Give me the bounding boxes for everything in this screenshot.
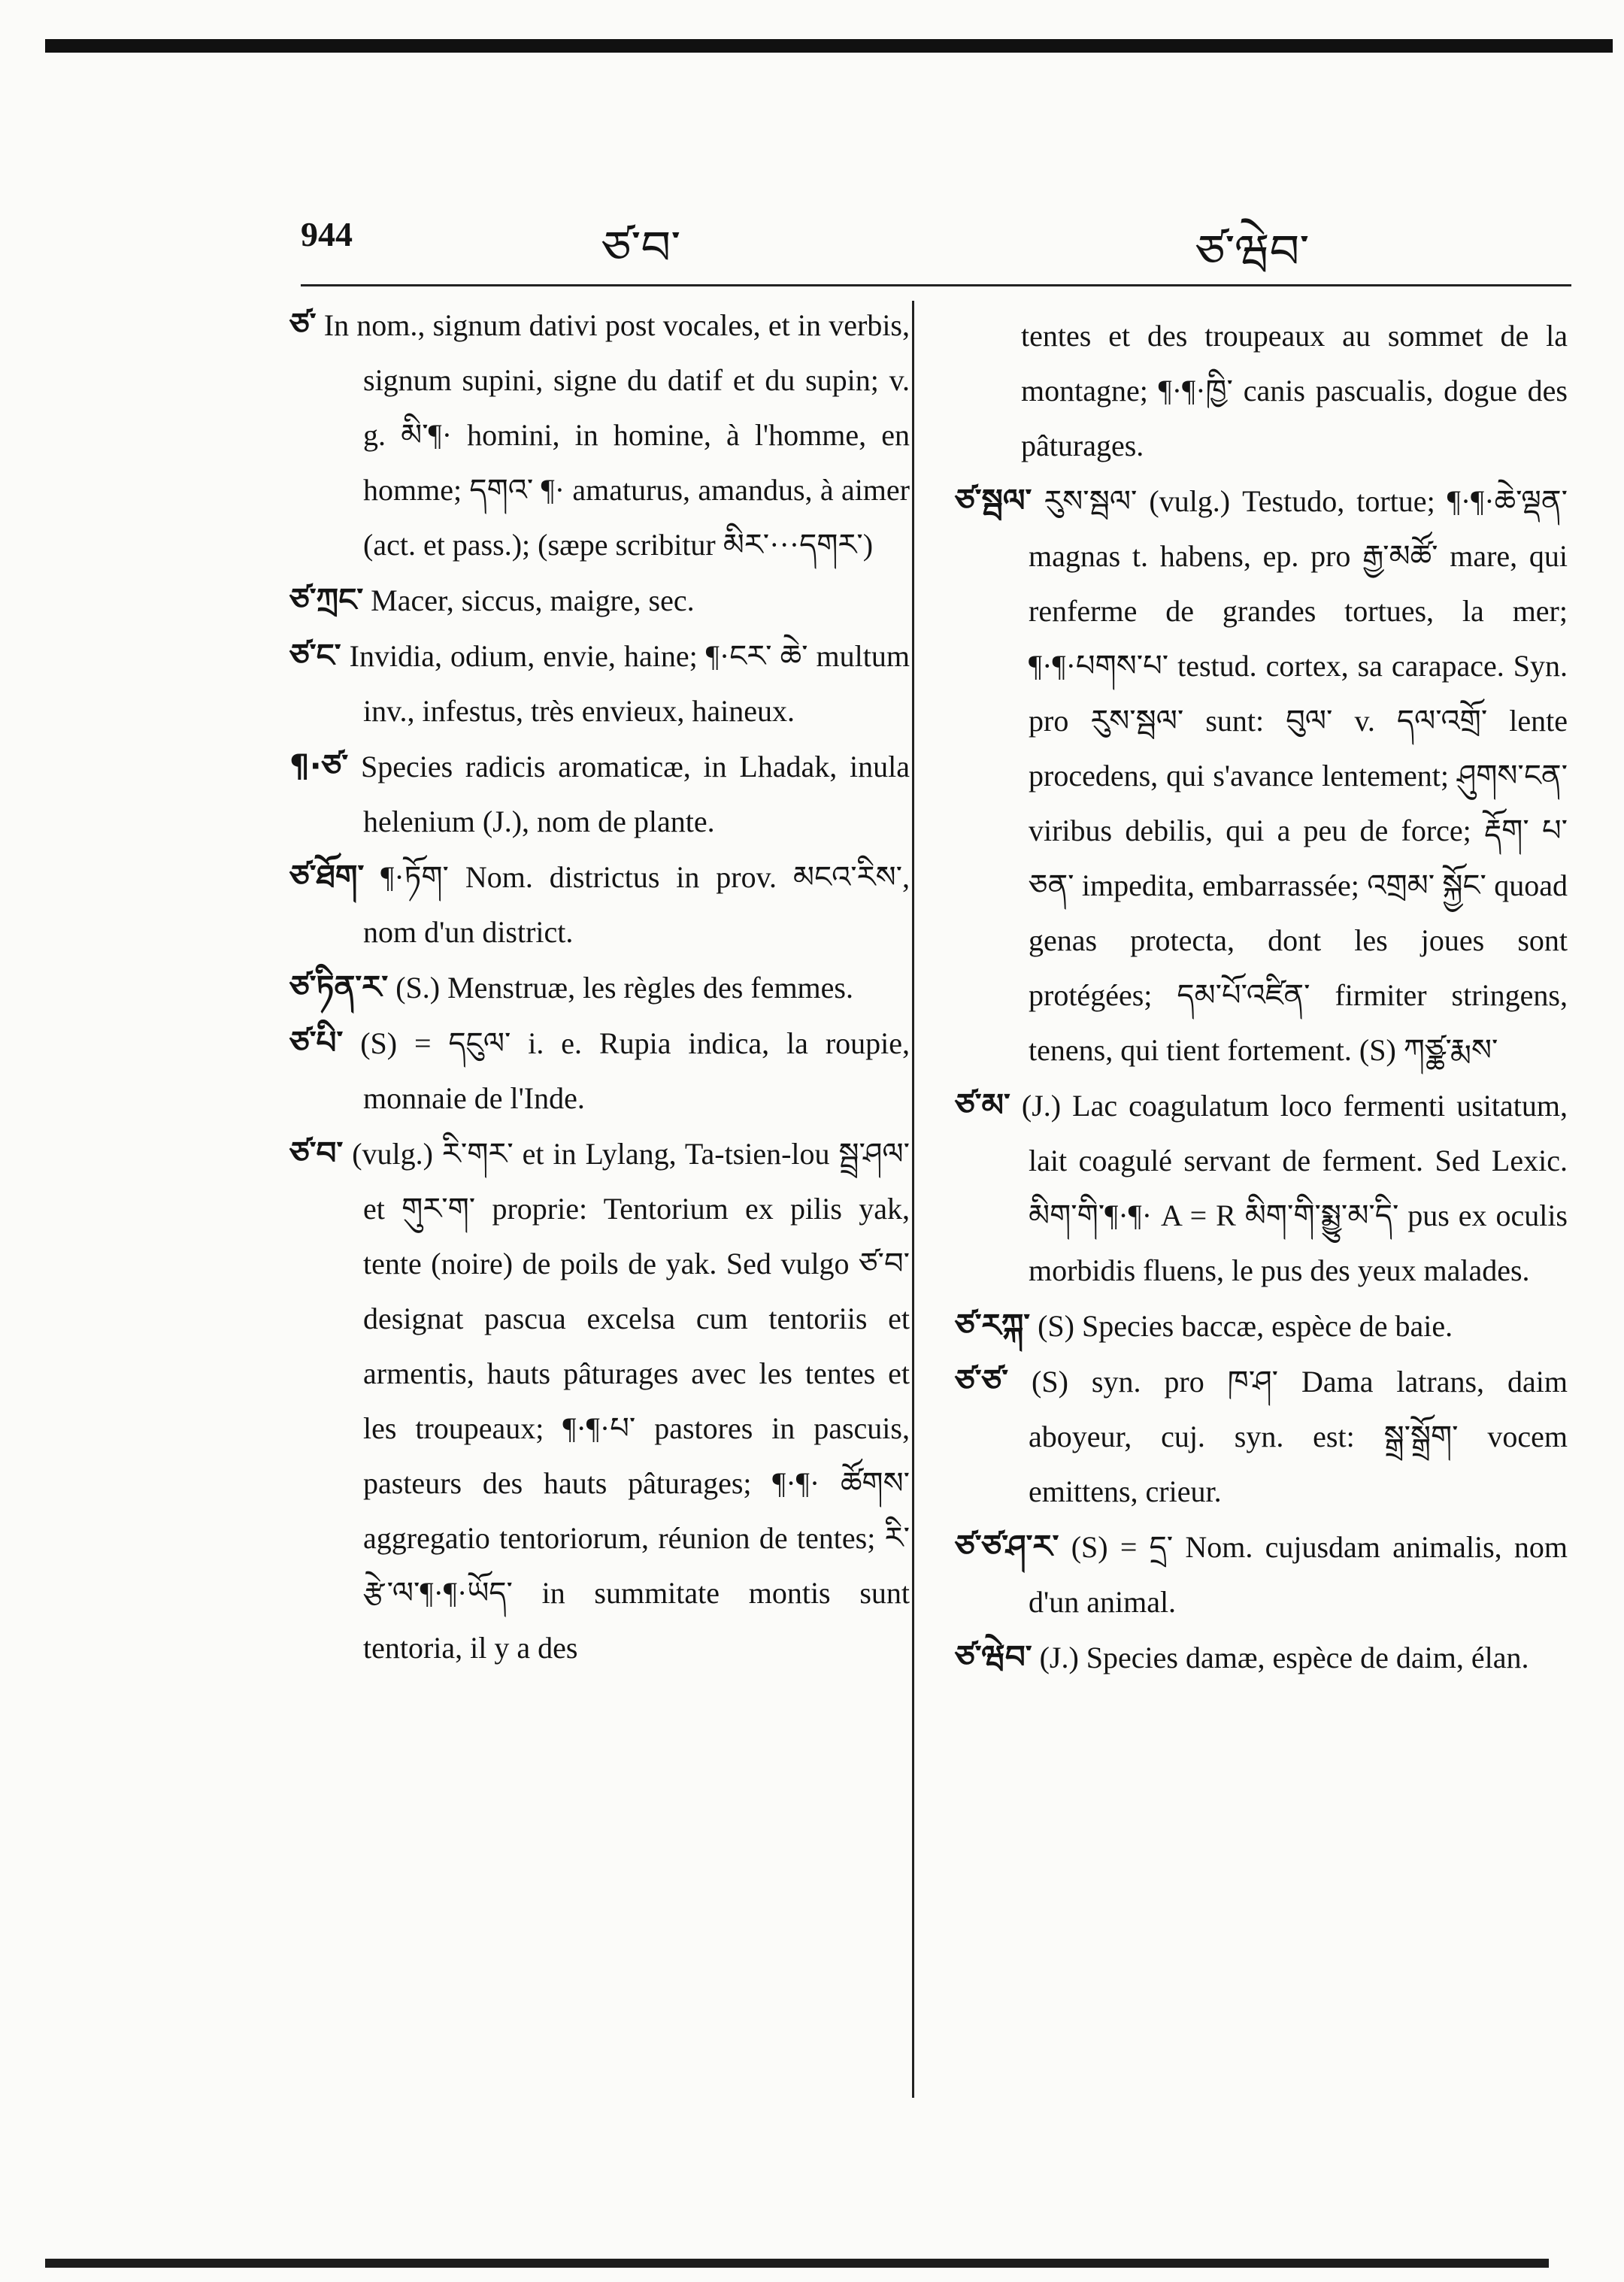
top-border-rule [45, 39, 1613, 53]
entry-headword: ཙ་རཀྐ་ [955, 1307, 1031, 1344]
entry-headword: ཙ་ [289, 306, 317, 343]
entry-definition: ¶·ཏོག་ Nom. districtus in prov. མངའ་རིས་, nom d'un district. [363, 860, 910, 949]
left-column [289, 297, 910, 1675]
dictionary-entry [955, 1298, 1568, 1353]
entry-definition: (S) = དངུལ་ i. e. Rupia indica, la roupie, monnaie de l'Inde. [360, 1026, 910, 1115]
entry-definition: རུས་སྦལ་ (vulg.) Testudo, tortue; ¶·¶·ཆེ་ལྡན་ magnas t. habens, ep. pro རྒྱ་མཚོ་ mare, qui renferme de grandes tortues, la mer; ¶·¶·པགས་པ་ testud. cortex, sa carapace. Syn. pro རུས་སྦལ་ sunt: བུལ་ v. དལ་འགྲོ་ lente procedens, qui s'avance lentement; ཤུགས་ངན་ viribus debilis, qui a peu de force; རྡོག་ པ་ཅན་ impedita, embarrassée; འགྲམ་ སྐྱོང་ quoad genas protecta, dont les joues sont protégées; དམ་པོ་འཛིན་ firmiter stringens, tenens, qui tient fortement. (S) ཀཙྪ་རྨས་ [1029, 484, 1568, 1067]
entry-definition: (J.) Species damæ, espèce de daim, élan. [1039, 1641, 1529, 1674]
entry-definition: In nom., signum dativi post vocales, et in verbis, signum supini, signe du datif et du supin; v. g. མི་¶· homini, in homine, à l'homme, en homme; དགའ་ ¶· amaturus, amandus, à aimer (act. et pass.); (sæpe scribitur མིར་···དགར་) [323, 308, 910, 562]
dictionary-entry [289, 1015, 910, 1126]
entry-definition: tentes et des troupeaux au sommet de la montagne; ¶·¶·ཁྱི་ canis pascualis, dogue des pâturages. [1021, 319, 1568, 462]
dictionary-entry [289, 628, 910, 738]
entry-headword: ཙ་ང་ [289, 637, 341, 674]
dictionary-entry [955, 473, 1568, 1077]
continued-entry [955, 308, 1568, 473]
running-head-right: ཙ་ཝེབ་ [1195, 224, 1310, 279]
dictionary-entry [289, 959, 910, 1015]
entry-definition: Macer, siccus, maigre, sec. [371, 583, 695, 617]
dictionary-entry [289, 849, 910, 959]
dictionary-entry [289, 738, 910, 849]
entry-definition: (S) = དྲ་ Nom. cujusdam animalis, nom d'un animal. [1029, 1530, 1568, 1619]
entry-definition: Species radicis aromaticæ, in Lhadak, inula helenium (J.), nom de plante. [360, 750, 910, 838]
column-divider [912, 301, 914, 2098]
bottom-border-rule [45, 2259, 1549, 2268]
dictionary-entry [955, 1629, 1568, 1685]
running-head-left: ཙ་བ་ [601, 220, 681, 275]
entry-headword: ཙ་ཐོག་ [289, 858, 365, 895]
entry-definition: (S) syn. pro ཁ་ཤ་ Dama latrans, daim aboyeur, cuj. syn. est: སྒྲ་སྒྲོག་ vocem emittens, crieur. [1029, 1365, 1568, 1508]
dictionary-entry [955, 1519, 1568, 1629]
entry-definition: (S) Species baccæ, espèce de baie. [1038, 1309, 1453, 1343]
entry-headword: ཙ་སྦལ་ [955, 482, 1032, 519]
dictionary-entry [289, 572, 910, 628]
entry-headword: ཙ་པི་ [289, 1024, 344, 1061]
entry-headword: ཙ་ཝེབ་ [955, 1638, 1032, 1675]
entry-headword: ཙ་ཙ་ [955, 1362, 1009, 1399]
entry-headword: ཙ་ཙ་ཤ་ར་ [955, 1528, 1059, 1565]
page-number: 944 [301, 215, 353, 253]
entry-headword: ཙ་ཀྲང་ [289, 581, 364, 618]
right-column [955, 308, 1568, 1685]
dictionary-entry [289, 1126, 910, 1675]
entry-headword: ཙ་བ་ [289, 1135, 344, 1171]
entry-headword: ཙ་ཏིན་ར་ [289, 968, 389, 1005]
entry-definition: (J.) Lac coagulatum loco fermenti usitatum, lait coagulé servant de ferment. Sed Lexic. མིག་གི་¶·¶· A = R མིག་གི་སྨྱུ་མ་དི་ pus ex oculis morbidis fluens, le pus des yeux malades. [1021, 1089, 1568, 1287]
entry-definition: Invidia, odium, envie, haine; ¶·ངར་ ཆེ་ multum inv., infestus, très envieux, haineux. [349, 639, 910, 728]
dictionary-entry [289, 297, 910, 572]
entry-definition: (vulg.) རི་གར་ et in Lylang, Ta-tsien-lou སྦྲ་ཤལ་ et གུར་ག་ proprie: Tentorium ex pilis yak, tente (noire) de poils de yak. Sed vulgo ཙ་བ་ designat pascua excelsa cum tentoriis et armentis, hauts pâturages avec les tentes et les troupeaux; ¶·¶·པ་ pastores in pascuis, pasteurs des hauts pâturages; ¶·¶· ཚོགས་ aggregatio tentoriorum, réunion de tentes; རི་རྩེ་ལ་¶·¶·ཡོད་ in summitate montis sunt tentoria, il y a des [352, 1137, 910, 1665]
header-rule [301, 284, 1571, 286]
dictionary-entry [955, 1353, 1568, 1519]
entry-headword: ཙ་མ་ [955, 1086, 1010, 1123]
entry-definition: (S.) Menstruæ, les règles des femmes. [395, 971, 853, 1005]
entry-headword: ¶·ཙ་ [289, 747, 349, 784]
dictionary-entry [955, 1077, 1568, 1298]
